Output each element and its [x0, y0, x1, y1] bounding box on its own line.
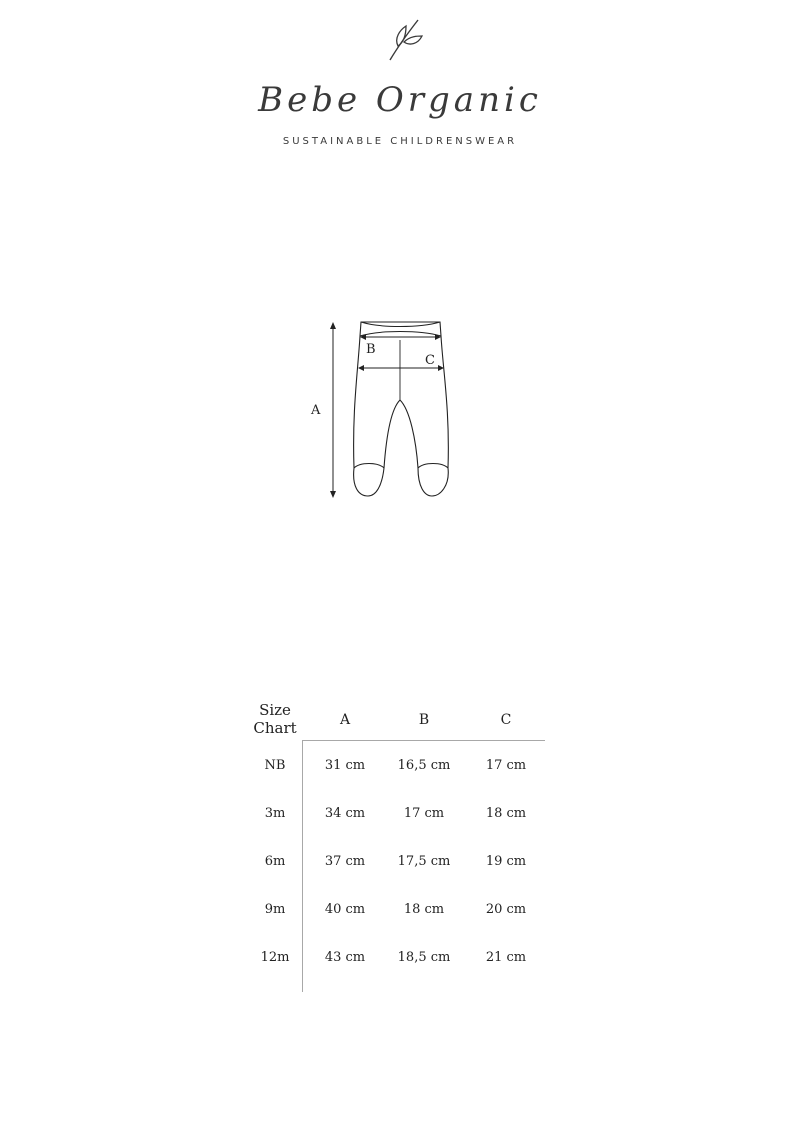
value-c-cell: 20 cm	[485, 902, 527, 917]
header-divider	[302, 740, 545, 741]
leaf-logo-icon	[380, 14, 428, 64]
value-c-cell: 21 cm	[485, 950, 527, 965]
label-c: C	[425, 353, 435, 368]
table-row	[250, 854, 550, 874]
column-header-c: C	[500, 712, 512, 728]
value-c-cell: 18 cm	[485, 806, 527, 821]
value-b-cell: 18 cm	[403, 902, 445, 917]
value-c-cell: 19 cm	[485, 854, 527, 869]
value-c-cell: 17 cm	[485, 758, 527, 773]
table-row	[250, 950, 550, 970]
value-b-cell: 16,5 cm	[397, 758, 451, 773]
value-b-cell: 18,5 cm	[397, 950, 451, 965]
size-chart-title: Size Chart	[253, 701, 297, 737]
pants-measurement-diagram	[300, 310, 500, 510]
value-a-cell: 31 cm	[324, 758, 366, 773]
table-row	[250, 902, 550, 922]
value-a-cell: 34 cm	[324, 806, 366, 821]
table-row	[250, 758, 550, 778]
value-a-cell: 43 cm	[324, 950, 366, 965]
column-header-b: B	[418, 712, 430, 728]
size-cell: 3m	[264, 806, 286, 821]
column-header-a: A	[339, 712, 351, 728]
size-cell: 6m	[264, 854, 286, 869]
value-b-cell: 17 cm	[403, 806, 445, 821]
size-cell: 12m	[260, 950, 290, 965]
value-a-cell: 40 cm	[324, 902, 366, 917]
value-a-cell: 37 cm	[324, 854, 366, 869]
label-a: A	[311, 403, 321, 418]
brand-tagline: SUSTAINABLE CHILDRENSWEAR	[282, 136, 518, 147]
size-cell: 9m	[264, 902, 286, 917]
size-cell: NB	[264, 758, 286, 773]
label-b: B	[366, 342, 376, 357]
value-b-cell: 17,5 cm	[397, 854, 451, 869]
brand-name: Bebe Organic	[258, 80, 542, 120]
table-row	[250, 806, 550, 826]
